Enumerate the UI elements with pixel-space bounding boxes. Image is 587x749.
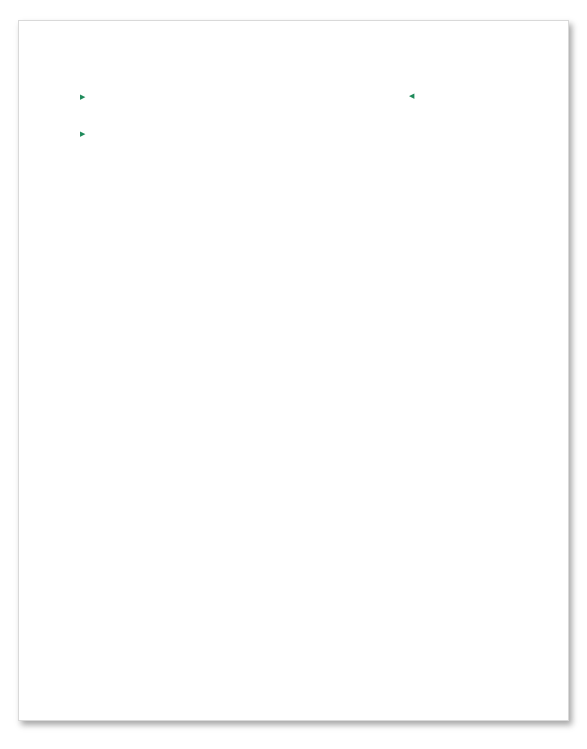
label-line-no: [20, 94, 31, 116]
ledger-grid: [19, 21, 568, 720]
arrow-left-icon: ◀: [409, 93, 415, 100]
label-phone-no: [235, 78, 275, 84]
label-net-pay: [403, 110, 441, 116]
label-regular-earnings: [91, 106, 131, 111]
label-no-of-exempt: [446, 46, 470, 51]
label-marital-status: [421, 46, 445, 51]
label-clock-number: [235, 35, 275, 41]
label-time-worked: [56, 106, 90, 111]
label-pay-period-ending: [32, 108, 55, 117]
label-over-time: [132, 106, 162, 111]
arrow-right-icon: ▶: [80, 94, 86, 101]
payroll-ledger-sheet: [18, 20, 569, 721]
arrow-right-icon: ▶: [80, 131, 86, 138]
label-total-pay: [192, 106, 232, 111]
label-soc-sec-number: [235, 57, 275, 63]
